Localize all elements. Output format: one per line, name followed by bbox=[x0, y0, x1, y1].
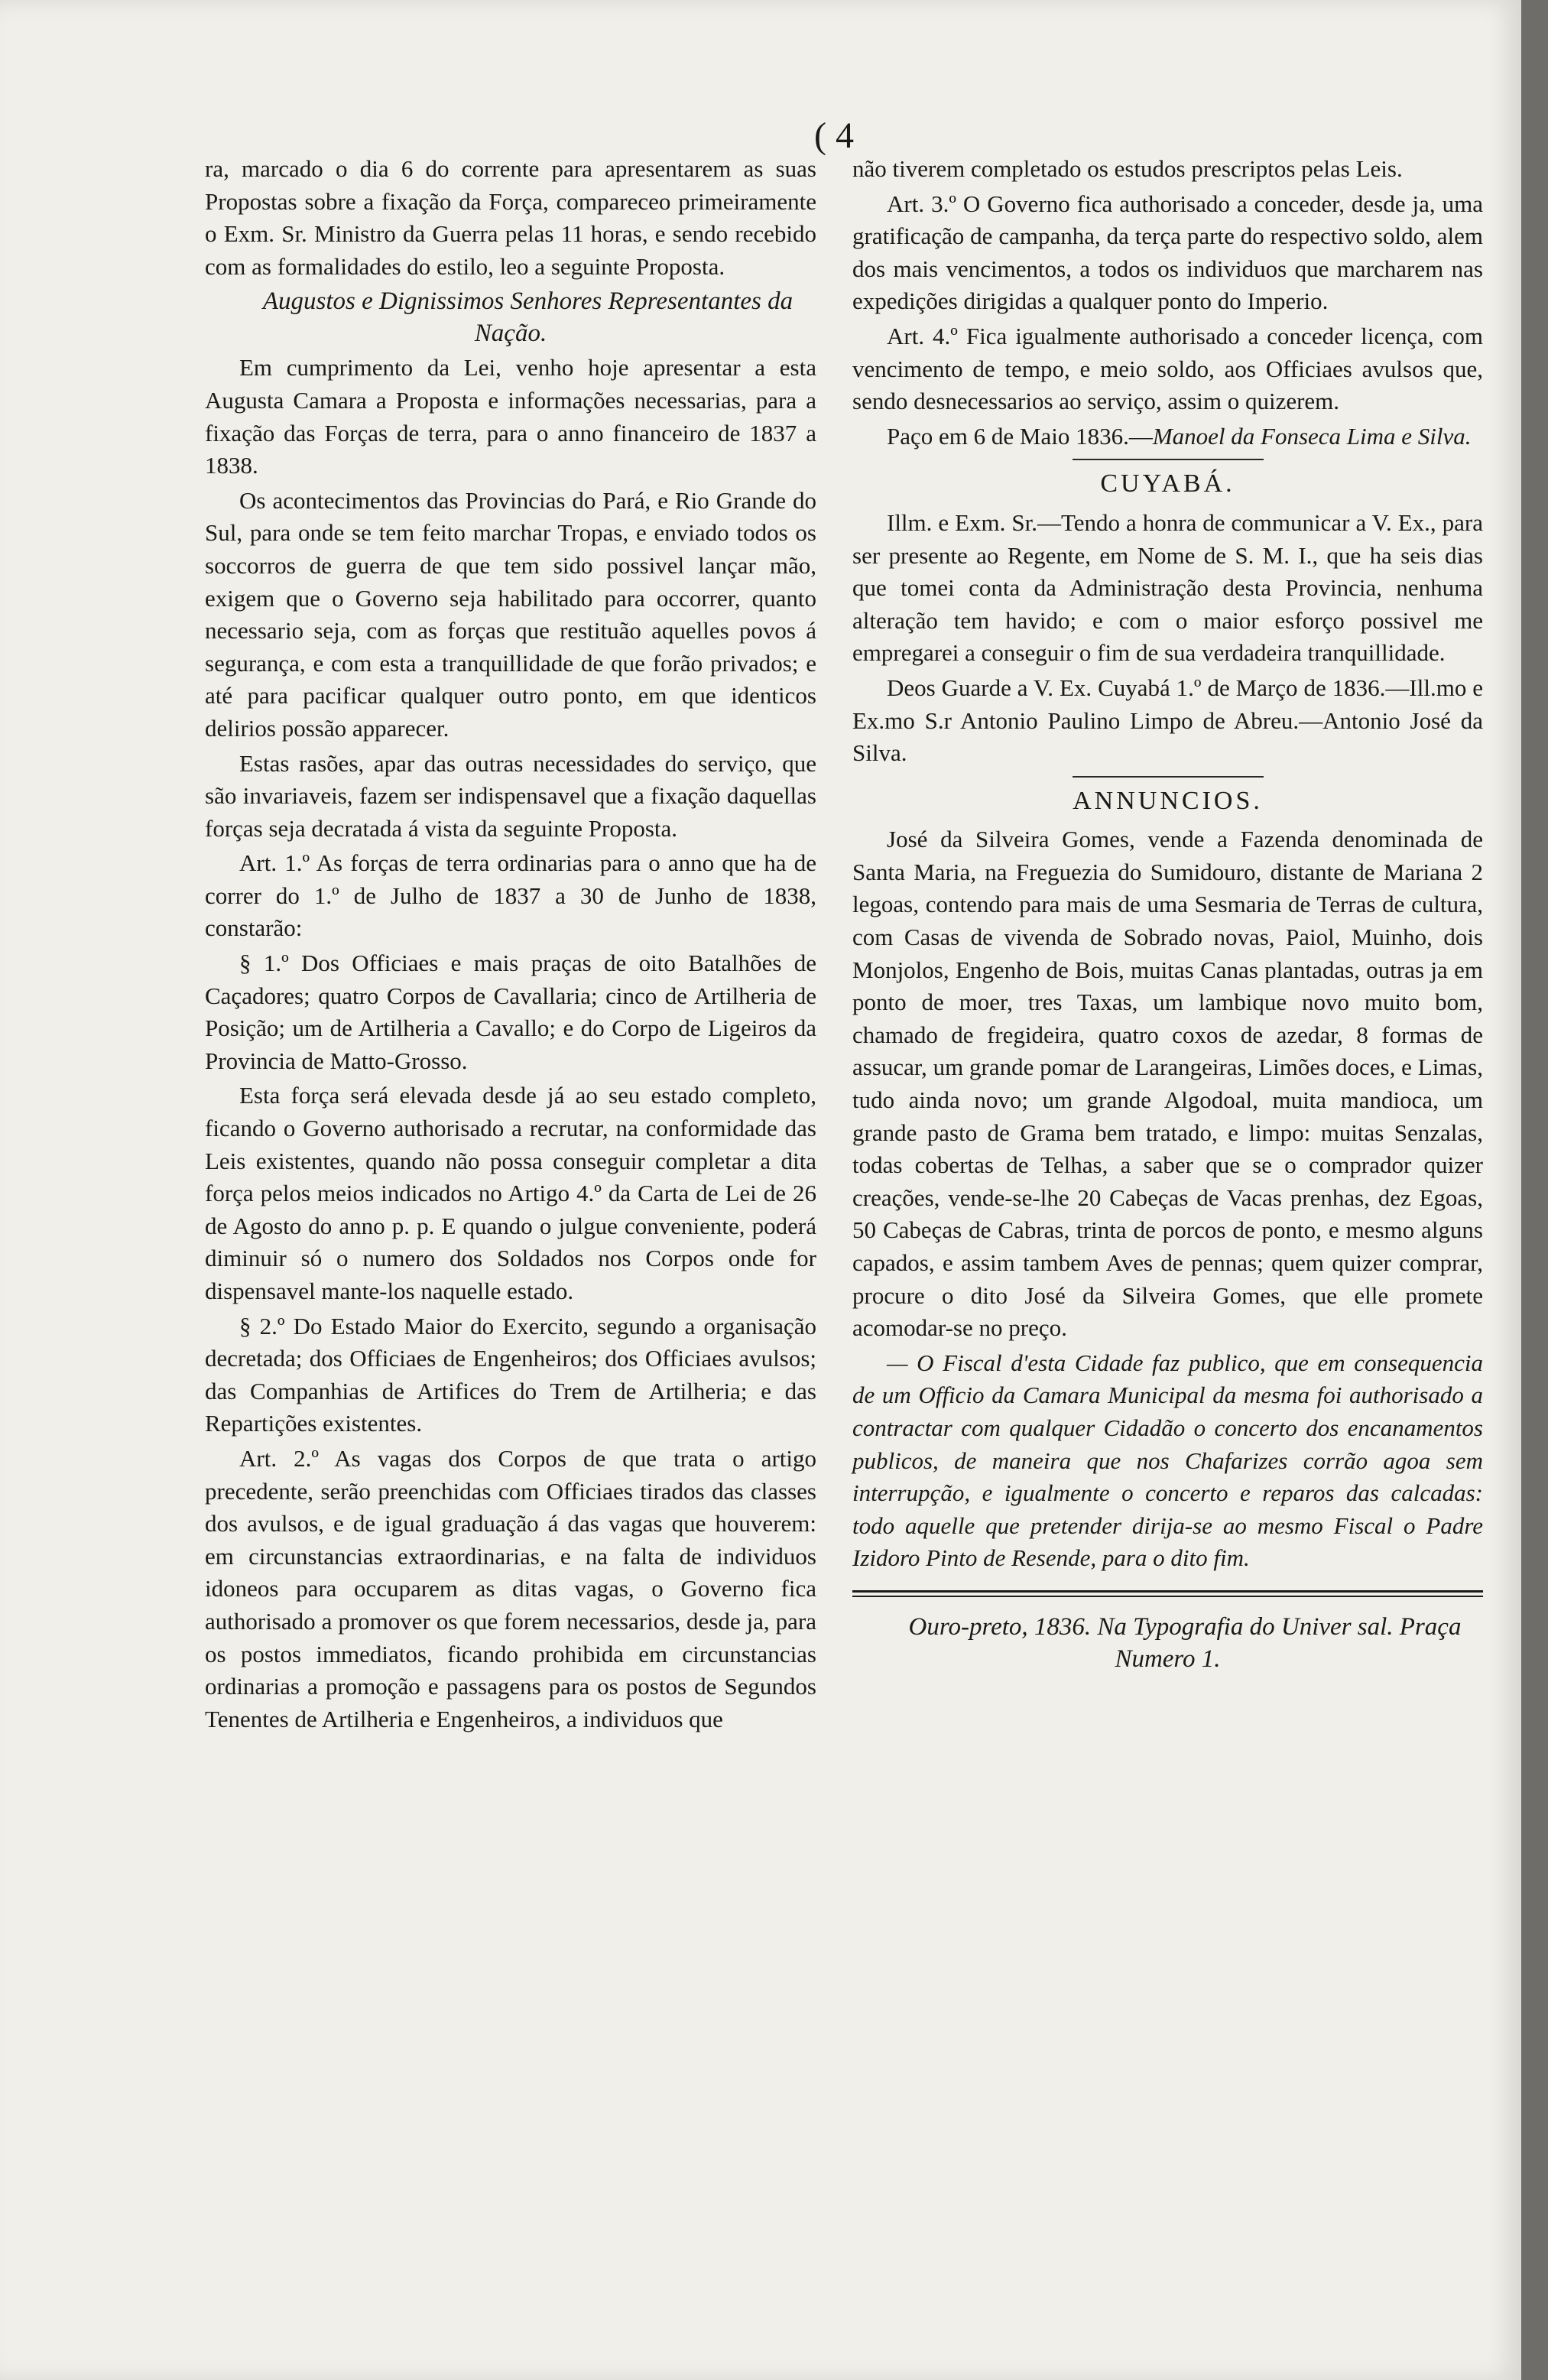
right-column bbox=[852, 153, 1483, 1677]
article-3: Art. 3.º O Governo fica authorisado a conceder, desde ja, uma gratificação de campanha, da terça parte do respectivo soldo, alem dos mais vencimentos, a todos os individuos que marcharem nas expedições dirigidas a qualquer ponto do Imperio. bbox=[852, 190, 1483, 315]
paragraph: ra, marcado o dia 6 do corrente para apresentarem as suas Propostas sobre a fixação da Força, compareceo primeiramente o Exm. Sr. Ministro da Guerra pelas 11 horas, e sendo recebido com as formalidades do estilo, leo a seguinte Proposta. bbox=[205, 155, 816, 280]
paragraph: Deos Guarde a V. Ex. Cuyabá 1.º de Março de 1836.—Ill.mo e Ex.mo S.r Antonio Paulino Limpo de Abreu.—Antonio José da Silva. bbox=[852, 674, 1483, 767]
divider bbox=[1073, 459, 1264, 460]
article-2: Art. 2.º As vagas dos Corpos de que trata o artigo precedente, serão preenchidas com Officiaes tirados das classes dos avulsos, e de igual graduação á das vagas que houverem: em circunstancias extraordinarias, e na falta de individuos idoneos para occuparem as ditas vagas, o Governo fica authorisado a promover os que forem necessarios, desde ja, para os postos immediatos, ficando prohibida em circunstancias ordinarias a promoção e passagens para os postos de Segundos Tenentes de Artilheria e Engenheiros, a individuos que bbox=[205, 1444, 816, 1732]
signature: Manoel da Fonseca Lima e Silva. bbox=[1152, 422, 1472, 450]
section-heading-annuncios: ANNUNCIOS. bbox=[1073, 786, 1263, 815]
paragraph: não tiverem completado os estudos prescriptos pelas Leis. bbox=[852, 155, 1403, 182]
section-1: § 1.º Dos Officiaes e mais praças de oito Batalhões de Caçadores; quatro Corpos de Cavallaria; cinco de Artilheria de Posição; um de Artilheria a Cavallo; e do Corpo de Ligeiros da Provincia de Matto-Grosso. bbox=[205, 950, 816, 1074]
paragraph: Esta força será elevada desde já ao seu estado completo, ficando o Governo authorisado a recrutar, na conformidade das Leis existentes, quando não possa conseguir completar a dita força pelos meios indicados no Artigo 4.º da Carta de Lei de 26 de Agosto do anno p. p. E quando o julgue conveniente, poderá diminuir só o numero dos Soldados nos Corpos onde for dispensavel mante-los naquelle estado. bbox=[205, 1082, 816, 1304]
address-heading: Augustos e Dignissimos Senhores Representantes da Nação. bbox=[262, 287, 793, 348]
dateline bbox=[852, 420, 1483, 453]
article-1: Art. 1.º As forças de terra ordinarias para o anno que ha de correr do 1.º de Julho de 1837 a 30 de Junho de 1838, constarão: bbox=[205, 849, 816, 942]
divider bbox=[1073, 776, 1264, 778]
imprint: Ouro-preto, 1836. Na Typografia do Univer sal. Praça Numero 1. bbox=[908, 1612, 1462, 1673]
article-4: Art. 4.º Fica igualmente authorisado a conceder licença, com vencimento de tempo, e meio soldo, aos Officiaes avulsos que, sendo desnecessarios ao serviço, assim o quizerem. bbox=[852, 322, 1483, 415]
paragraph: Em cumprimento da Lei, venho hoje apresentar a esta Augusta Camara a Proposta e informações necessarias, para a fixação das Forças de terra, para o anno financeiro de 1837 a 1838. bbox=[205, 354, 816, 479]
paragraph: Os acontecimentos das Provincias do Pará, e Rio Grande do Sul, para onde se tem feito marchar Tropas, e enviado todos os soccorros de guerra de que tem sido possivel lançar mão, exigem que o Governo seja habilitado para occorrer, quanto necessario seja, com as forças que restituão aquelles povos á segurança, e com esta a tranquillidade de que forão privados; e até para pacificar qualquer outro ponto, em que identicos delirios possão apparecer. bbox=[205, 486, 816, 742]
paragraph: Illm. e Exm. Sr.—Tendo a honra de communicar a V. Ex., para ser presente ao Regente, em Nome de S. M. I., que ha seis dias que tomei conta da Administração desta Provincia, nenhuma alteração tem havido; e com o maior esforço possivel me empregarei a conseguir o fim de sua verdadeira tranquillidade. bbox=[852, 508, 1483, 667]
dateline-text: Paço em 6 de Maio 1836.— bbox=[887, 422, 1153, 450]
left-column bbox=[205, 153, 816, 1738]
announcement: — O Fiscal d'esta Cidade faz publico, que em consequencia de um Officio da Camara Municipal da mesma foi authorisado a contractar com qualquer Cidadão o concerto dos encanamentos publicos, de maneira que nos Chafarizes corrão agoa sem interrupção, e igualmente o concerto e reparos das calcadas: todo aquelle que pretender dirija-se ao mesmo Fiscal o Padre Izidoro Pinto de Resende, para o dito fim. bbox=[852, 1349, 1483, 1572]
background-edge bbox=[1521, 0, 1548, 2380]
double-rule bbox=[852, 1590, 1483, 1597]
paragraph: Estas rasões, apar das outras necessidades do serviço, que são invariaveis, fazem ser indispensavel que a fixação daquellas forças seja decratada á vista da seguinte Proposta. bbox=[205, 749, 816, 842]
section-2: § 2.º Do Estado Maior do Exercito, segundo a organisação decretada; dos Officiaes de Engenheiros; dos Officiaes avulsos; das Companhias de Artifices do Trem de Artilheria; e das Repartições existentes. bbox=[205, 1312, 816, 1437]
announcement: José da Silveira Gomes, vende a Fazenda denominada de Santa Maria, na Freguezia do Sumidouro, distante de Mariana 2 legoas, contendo para mais de uma Sesmaria de Terras de cultura, com Casas de vivenda de Sobrado novas, Paiol, Muinho, dois Monjolos, Engenho de Bois, muitas Canas plantadas, outras ja em ponto de moer, tres Taxas, um lambique novo muito bom, chamado de fregideira, quatro coxos de azedar, 8 formas de assucar, um grande pomar de Larangeiras, Limões doces, e Limas, tudo ainda novo; um grande Algodoal, muita mandioca, um grande pasto de Grama bem tratado, e limpo: muitas Senzalas, todas cobertas de Telhas, a saber que se o comprador quizer creações, vende-se-lhe 20 Cabeças de Vacas prenhas, dez Egoas, 50 Cabeças de Cabras, trinta de porcos de ponto, e mesmo alguns capados, e assim tambem Aves de pennas; quem quizer comprar, procure o dito José da Silveira Gomes, que elle promete acomodar-se no preço. bbox=[852, 826, 1483, 1342]
section-heading-cuyaba: CUYABÁ. bbox=[1100, 469, 1235, 498]
page-number: ( 4 bbox=[814, 115, 854, 156]
